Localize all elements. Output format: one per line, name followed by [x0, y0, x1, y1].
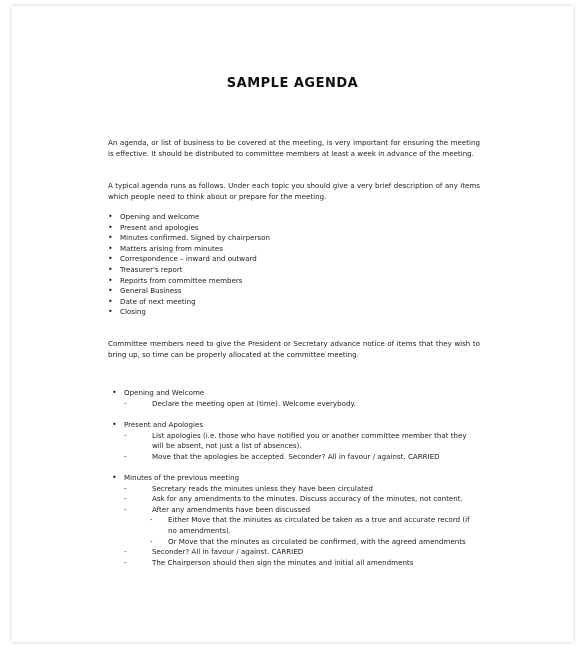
- bullet-icon: •: [108, 275, 113, 285]
- section-present: [112, 420, 484, 462]
- bullet-icon: •: [112, 473, 117, 482]
- dash-icon: -: [124, 398, 127, 408]
- dash-icon: -: [124, 430, 127, 440]
- dash-icon: -: [124, 557, 127, 567]
- list-item: • Reports from committee members: [108, 275, 243, 285]
- list-item: • Date of next meeting: [108, 296, 196, 306]
- list-item: • Present and apologies: [108, 222, 199, 232]
- dash-icon: -: [124, 504, 127, 514]
- agenda-bullet-list: [108, 212, 270, 318]
- bullet-icon: •: [108, 264, 113, 274]
- list-item: - List apologies (i.e. those who have notified you or another committee member that they will be absent, not just a list of absences).: [124, 430, 467, 451]
- list-item: • Closing: [108, 307, 146, 317]
- bullet-icon: •: [112, 420, 117, 429]
- section-minutes: [112, 473, 484, 568]
- list-item: - The Chairperson should then sign the minutes and initial all amendments: [124, 557, 414, 567]
- list-item: • Opening and welcome: [108, 212, 200, 221]
- bullet-icon: •: [108, 243, 113, 253]
- dash-icon: -: [124, 483, 127, 493]
- list-item: - Secretary reads the minutes unless they have been circulated: [124, 483, 373, 493]
- section-heading: • Present and Apologies: [112, 420, 204, 429]
- dash-icon: -: [124, 451, 127, 461]
- bullet-icon: •: [108, 286, 113, 296]
- section-heading: • Minutes of the previous meeting: [112, 473, 240, 482]
- list-item: - Move that the apologies be accepted. Seconder? All in favour / against. CARRIED: [124, 451, 440, 461]
- list-item: - Declare the meeting open at (time). Welcome everybody.: [124, 398, 356, 408]
- bullet-icon: •: [108, 307, 113, 317]
- section-opening: [112, 388, 484, 409]
- dash-icon: -: [150, 515, 153, 525]
- page-title: SAMPLE AGENDA: [226, 76, 359, 91]
- bullet-icon: •: [108, 222, 113, 232]
- list-item: • General Business: [108, 286, 182, 296]
- list-item: - Ask for any amendments to the minutes. Discuss accuracy of the minutes, not content.: [124, 494, 463, 504]
- list-item: - Or Move that the minutes as circulated be confirmed, with the agreed amendments: [150, 536, 466, 546]
- list-item: • Matters arising from minutes: [108, 243, 223, 253]
- list-item: • Treasurer's report: [108, 264, 183, 274]
- bullet-icon: •: [112, 388, 117, 397]
- intro-paragraph: An agenda, or list of business to be covered at the meeting, is very important for ensuring the meeting is effective. It should be distributed to committee members at least a week in advance of the meeting.: [108, 138, 480, 158]
- dash-icon: -: [124, 494, 127, 504]
- bullet-icon: •: [108, 296, 113, 306]
- bullet-icon: •: [108, 212, 113, 221]
- notice-paragraph: Committee members need to give the President or Secretary advance notice of items that they wish to bring up, so time can be properly allocated at the committee meeting.: [108, 339, 480, 359]
- list-item: - Either Move that the minutes as circulated be taken as a true and accurate record (if no amendments).: [150, 515, 470, 535]
- list-item: • Minutes confirmed. Signed by chairperson: [108, 233, 270, 243]
- dash-icon: -: [150, 536, 153, 546]
- dash-icon: -: [124, 547, 127, 557]
- list-item: - After any amendments have been discussed: [124, 504, 311, 514]
- bullet-icon: •: [108, 233, 113, 243]
- bullet-icon: •: [108, 254, 113, 264]
- section-heading: • Opening and Welcome: [112, 388, 205, 397]
- typical-agenda-paragraph: A typical agenda runs as follows. Under each topic you should give a very brief description of any items which people need to think about or prepare for the meeting.: [108, 181, 480, 201]
- list-item: • Correspondence – inward and outward: [108, 254, 257, 264]
- list-item: - Seconder? All in favour / against. CARRIED: [124, 547, 304, 557]
